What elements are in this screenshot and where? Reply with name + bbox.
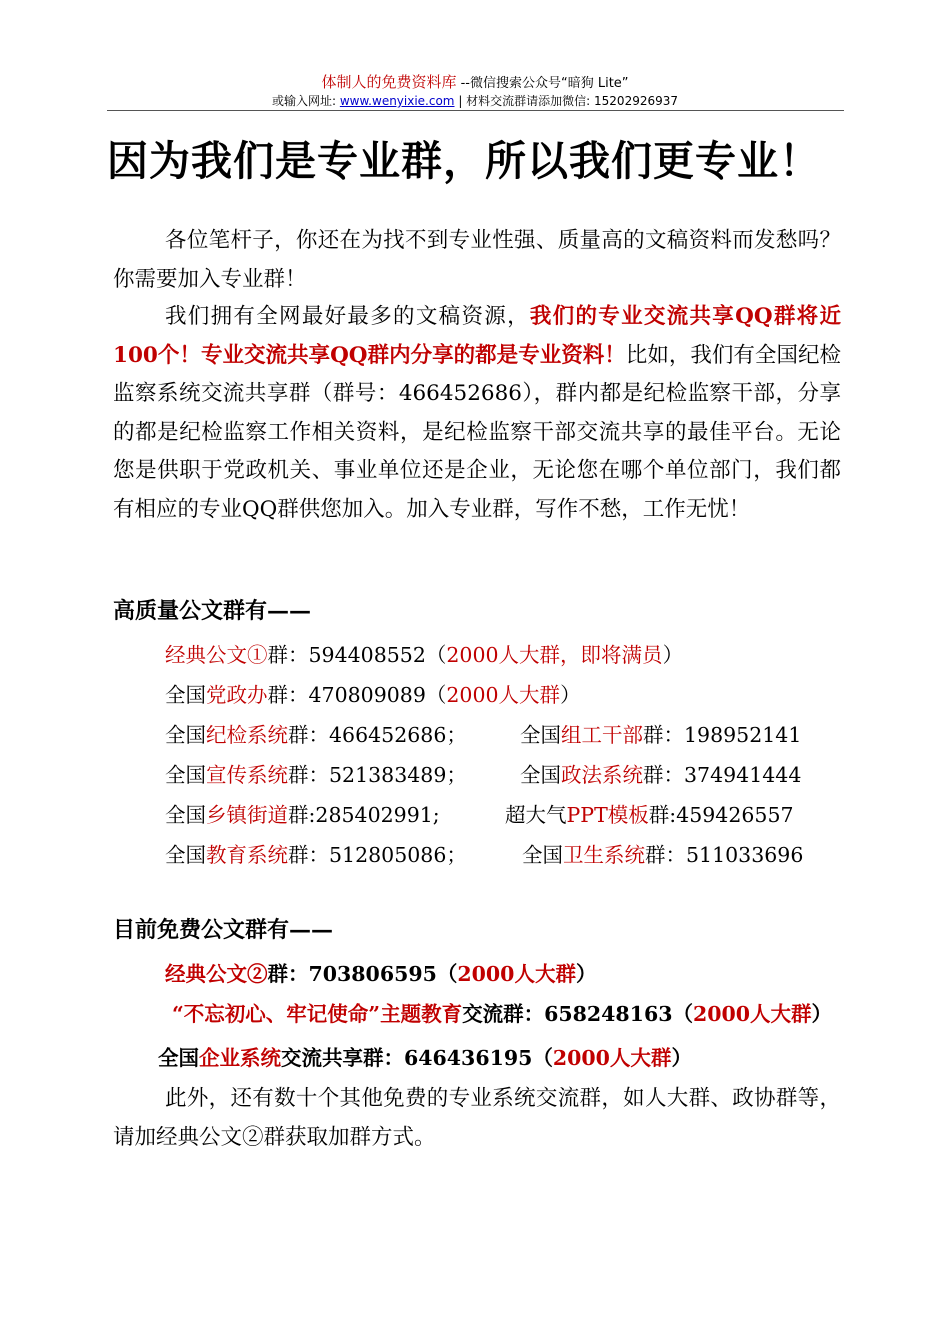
group-name: 经典公文② [165,962,268,986]
hq-pair-4-b [522,838,803,868]
header-brand-line [0,71,950,92]
group-prefix: 全国 [520,723,561,747]
group-note: 2000人大群，即将满员 [446,643,663,667]
group-number: 群:459426557 [648,803,794,827]
group-name: 乡镇街道 [206,803,288,827]
brand-name: 体制人的免费资料库 [321,73,457,91]
group-name: 组工干部 [561,723,643,747]
group-name: 卫生系统 [563,843,645,867]
url-suffix: | 材料交流群请添加微信: 15202926937 [454,94,679,108]
high-quality-heading: 高质量公文群有—— [113,598,312,624]
intro-p2-body: 比如，我们有全国纪检监察系统交流共享群（群号：466452686），群内都是纪检监察干部，分享的都是纪检监察工作相关资料，是纪检监察干部交流共享的最佳平台。无论您是供职于党政机关、事业单位还是企业，无论您在哪个单位部门，我们都有相应的专业QQ群供您加入。加入专业群，写作不愁，工作无忧！ [113,342,841,522]
group-end: ） [575,962,597,986]
group-end: ） [671,1046,692,1070]
header-url-line [0,92,950,109]
group-name: 宣传系统 [206,763,288,787]
group-prefix: 全国 [165,683,206,707]
group-name: 政法系统 [561,763,643,787]
group-end: ） [662,643,684,667]
hq-pair-4-a [165,838,467,868]
group-prefix: 全国 [165,763,206,787]
page-title: 因为我们是专业群，所以我们更专业！ [107,137,821,185]
hq-row-1 [165,638,683,668]
group-prefix: 全国 [165,803,206,827]
group-number: 群：470809089（ [267,683,447,707]
free-row-2 [172,997,832,1027]
group-prefix: 全国 [158,1046,199,1070]
group-name: 党政办 [206,683,268,707]
group-note: 2000人大群 [457,962,576,986]
group-prefix: 全国 [165,843,206,867]
group-number: 群：198952141 [643,723,802,747]
intro-p2-lead: 我们拥有全网最好最多的文稿资源， [165,304,530,329]
group-name: 企业系统 [199,1046,281,1070]
hq-pair-3-a [165,798,440,828]
group-number: 群：466452686； [288,723,467,747]
group-number: 群：594408552（ [267,643,447,667]
group-name: “不忘初心、牢记使命”主题教育 [172,1002,463,1026]
group-prefix: 超大气 [505,803,567,827]
group-number: 交流群：658248163（ [462,1002,693,1026]
group-prefix: 全国 [522,843,563,867]
intro-p2-highlight: 我们的专业交流共享QQ群将近100个！专业交流共享QQ群内分享的都是专业资料！ [113,304,841,368]
website-link[interactable]: www.wenyixie.com [339,94,455,108]
group-note: 2000人大群 [446,683,561,707]
hq-row-2 [165,678,581,708]
group-prefix: 全国 [520,763,561,787]
hq-pair-3-b [505,798,794,828]
group-number: 群：512805086； [288,843,467,867]
group-number: 群：511033696 [645,843,804,867]
group-number: 交流共享群：646436195（ [281,1046,553,1070]
group-number: 群:285402991; [288,803,440,827]
brand-suffix: --微信搜索公众号“暗狗 Lite” [456,76,629,91]
group-name: 教育系统 [206,843,288,867]
intro-paragraph-1: 各位笔杆子，你还在为找不到专业性强、质量高的文稿资料而发愁吗？你需要加入专业群！ [113,228,841,292]
group-end: ） [811,1002,833,1026]
intro-paragraph-2 [113,298,841,529]
closing-paragraph: 此外，还有数十个其他免费的专业系统交流群，如人大群、政协群等，请加经典公文②群获取加群方式。 [113,1086,841,1150]
hq-pair-2-b [520,758,801,788]
group-number: 群：703806595（ [267,962,458,986]
free-row-1 [165,957,596,987]
group-end: ） [560,683,581,707]
free-groups-heading: 目前免费公文群有—— [113,917,334,943]
group-note: 2000人大群 [552,1046,672,1070]
group-name: 纪检系统 [206,723,288,747]
group-number: 群：374941444 [643,763,802,787]
group-name: PPT模板 [566,803,649,827]
free-row-3 [158,1041,692,1071]
group-name: 经典公文① [165,643,268,667]
group-prefix: 全国 [165,723,206,747]
hq-pair-2-a [165,758,467,788]
hq-pair-1-a [165,718,467,748]
url-prefix: 或输入网址: [271,94,340,108]
hq-pair-1-b [520,718,801,748]
header-divider [107,110,844,111]
group-note: 2000人大群 [692,1002,812,1026]
group-number: 群：521383489； [288,763,467,787]
